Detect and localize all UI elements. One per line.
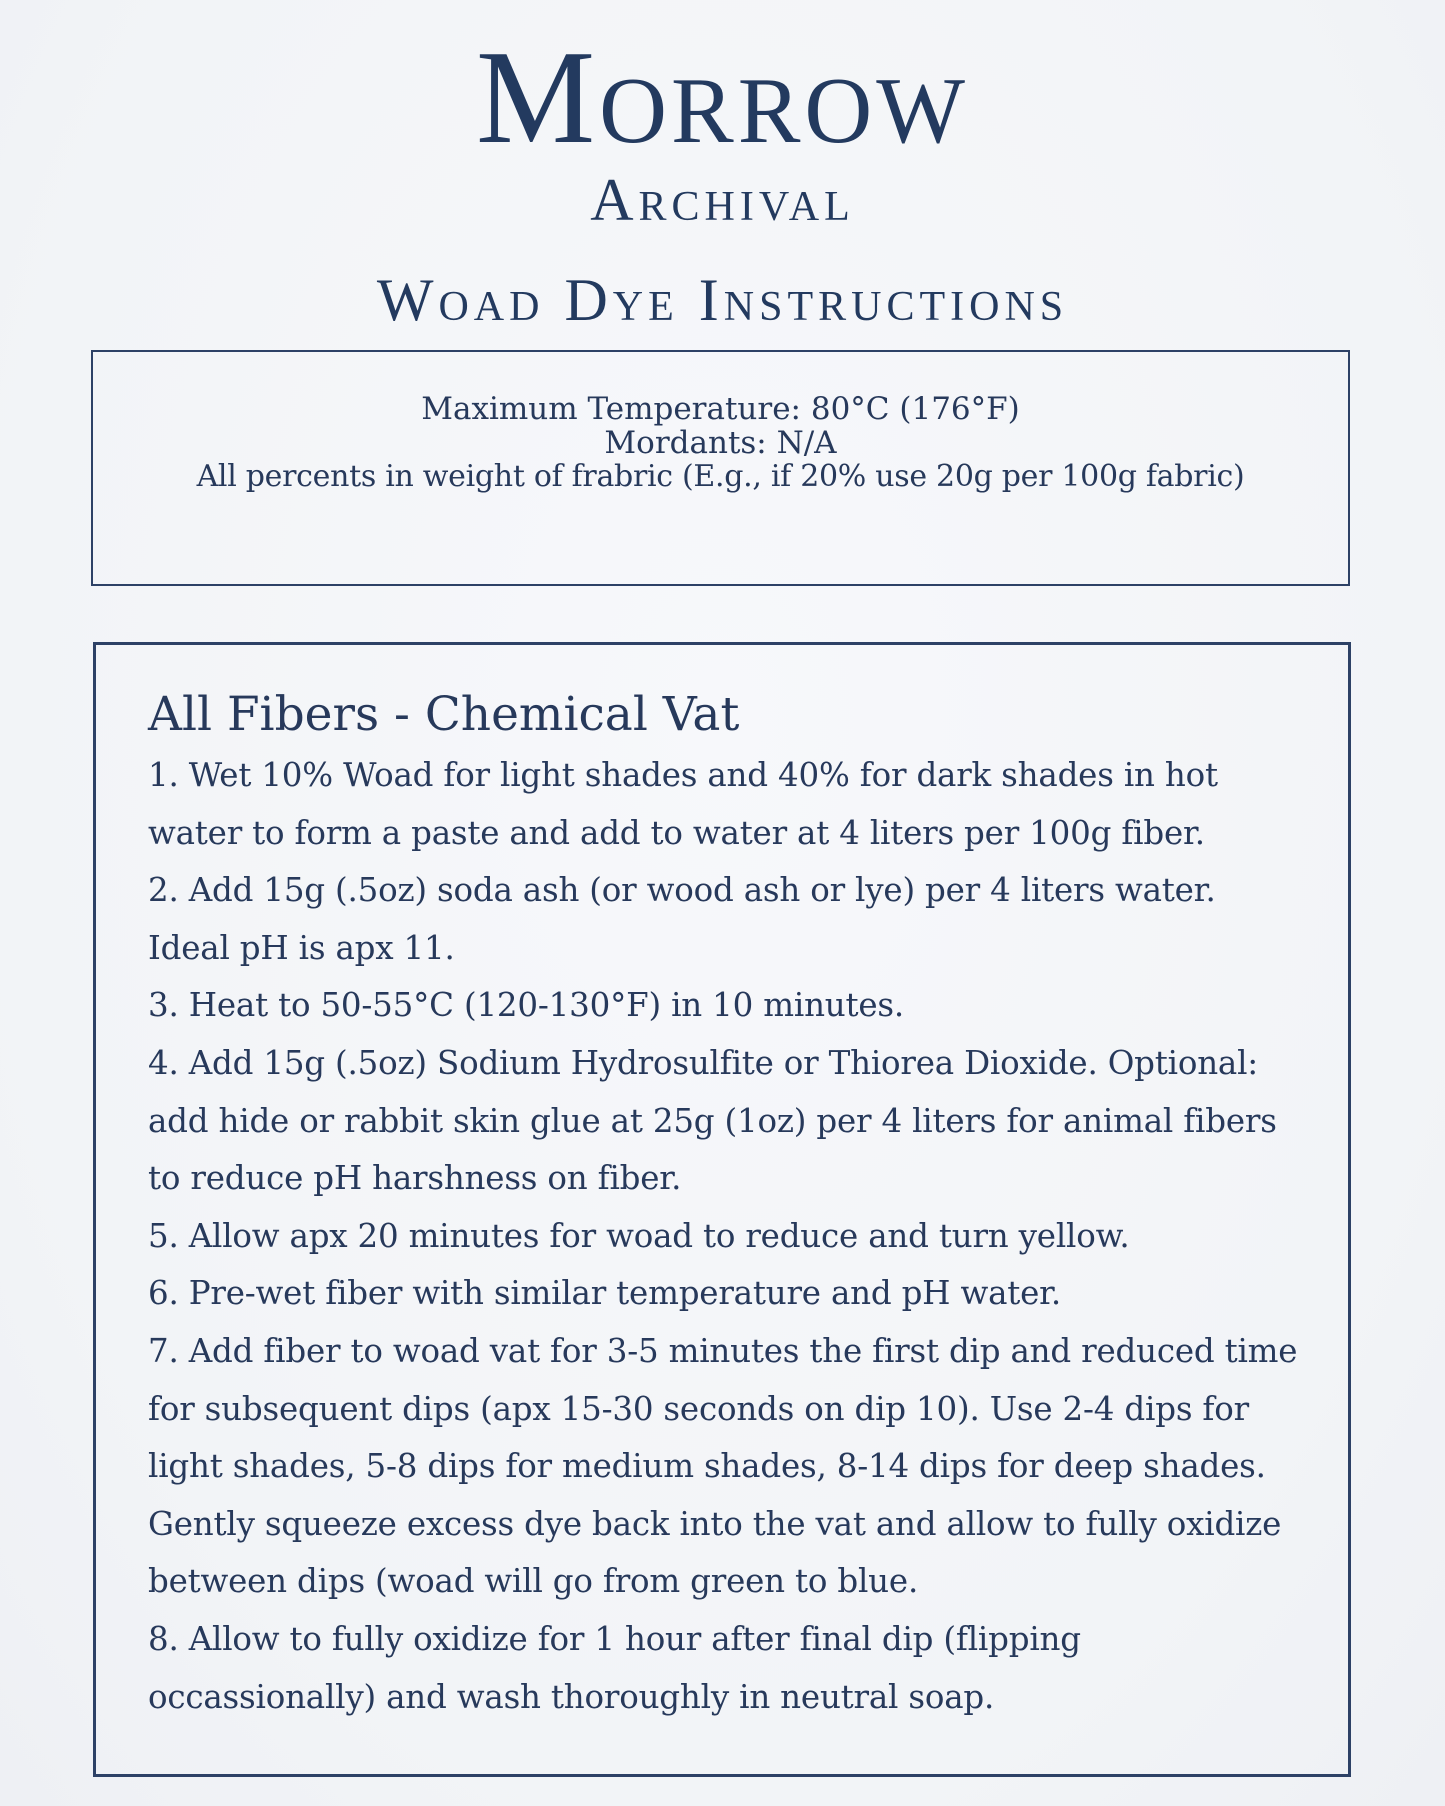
method-title: All Fibers - Chemical Vat <box>148 687 740 742</box>
step-4: 4. Add 15g (.5oz) Sodium Hydrosulfite or Thiorea Dioxide. Optional: add hide or rabbit skin glue at 25g (1oz) per 4 liters for animal fibers to reduce pH harshness on fiber. <box>148 1043 1277 1198</box>
brand-name: Morrow <box>475 23 970 171</box>
instructions-box <box>93 642 1351 1777</box>
brand-subtitle: Archival <box>590 167 855 233</box>
percent-note-text: All percents in weight of frabric (E.g., if 20% use 20g per 100g fabric) <box>196 459 1245 494</box>
max-temperature-text: Maximum Temperature: 80°C (176°F) <box>421 391 1020 427</box>
step-6: 6. Pre-wet fiber with similar temperature and pH water. <box>148 1274 1062 1313</box>
step-7: 7. Add fiber to woad vat for 3-5 minutes the first dip and reduced time for subsequent dips (apx 15-30 seconds on dip 10). Use 2-4 dips for light shades, 5-8 dips for medium shades, 8-14 dips for deep shades. Gently squeeze excess dye back into the vat and allow to fully oxidize between dips (woad will go from green to blue. <box>148 1331 1298 1601</box>
steps-list <box>148 747 1300 1726</box>
step-8: 8. Allow to fully oxidize for 1 hour after final dip (flipping occassionally) and wash thoroughly in neutral soap. <box>148 1619 1081 1716</box>
step-5: 5. Allow apx 20 minutes for woad to reduce and turn yellow. <box>148 1216 1130 1255</box>
document-title: Woad Dye Instructions <box>376 267 1069 333</box>
step-1: 1. Wet 10% Woad for light shades and 40% for dark shades in hot water to form a paste and add to water at 4 liters per 100g fiber. <box>148 756 1218 852</box>
mordants-text: Mordants: N/A <box>604 425 837 461</box>
step-2: 2. Add 15g (.5oz) soda ash (or wood ash or lye) per 4 liters water. Ideal pH is apx 11. <box>148 871 1216 967</box>
specifications-box <box>91 350 1350 586</box>
step-3: 3. Heat to 50-55°C (120-130°F) in 10 minutes. <box>148 986 905 1025</box>
